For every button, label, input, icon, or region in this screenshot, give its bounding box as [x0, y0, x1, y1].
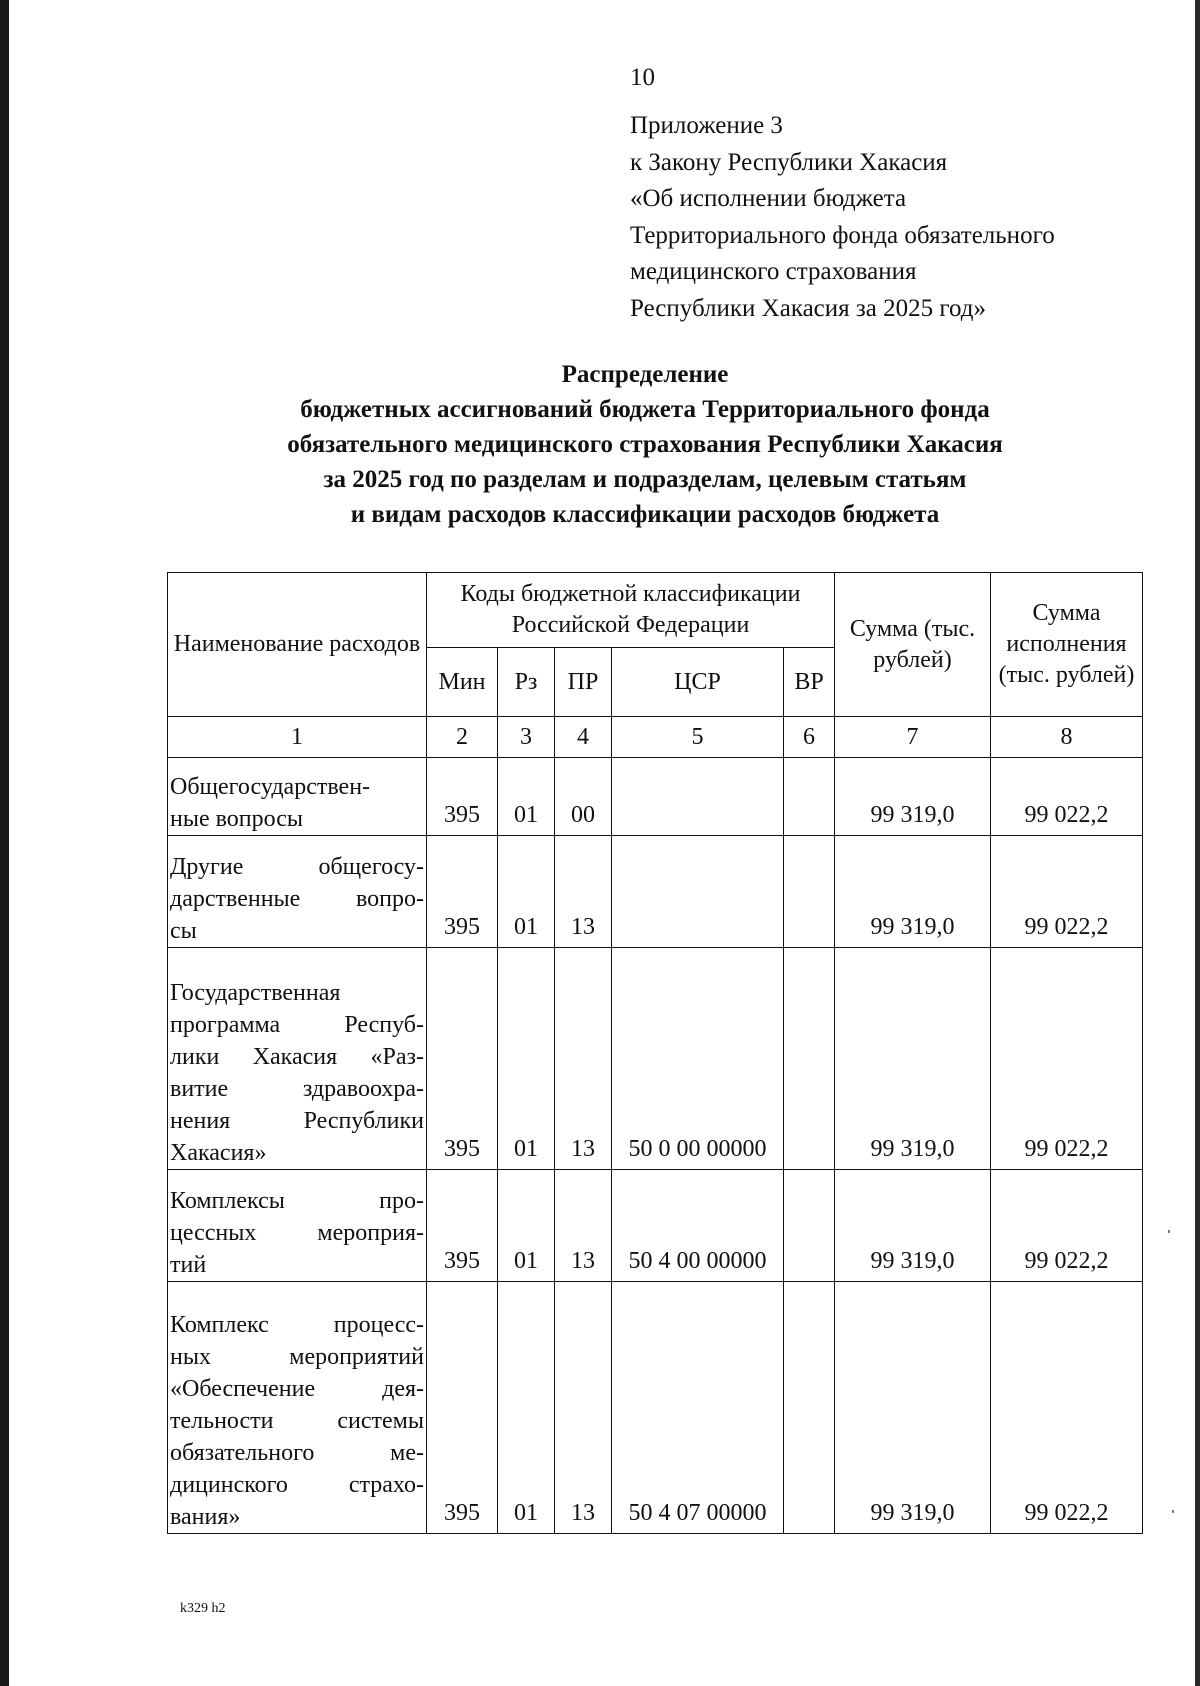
row-name-line: Комплекс процесс-	[170, 1312, 424, 1338]
row-sum-exec: 99 022,2	[991, 1170, 1143, 1282]
table-row	[168, 948, 1143, 1170]
row-name-line: витие здравоохра-	[170, 1076, 424, 1102]
row-name-line: программа Респуб-	[170, 1012, 424, 1038]
table-row	[168, 1170, 1143, 1282]
row-sum: 99 319,0	[835, 1170, 991, 1282]
header-sum: Сумма (тыс. рублей)	[835, 573, 991, 717]
row-sum-exec: 99 022,2	[991, 1282, 1143, 1534]
row-min: 395	[427, 836, 498, 948]
heading-line: и видам расходов классификации расходов бюджета	[350, 501, 940, 528]
header-name-column: Наименование расходов	[168, 573, 427, 717]
row-csr: 50 4 00 00000	[612, 1170, 784, 1282]
row-vr	[784, 1282, 835, 1534]
header-codes-group: Коды бюджетной классификации Российской Федерации	[427, 573, 835, 648]
row-name-line: нения Республики	[170, 1108, 424, 1134]
row-pr: 00	[555, 758, 612, 836]
row-name-line: лики Хакасия «Раз-	[170, 1044, 424, 1070]
heading-line: за 2025 год по разделам и подразделам, целевым статьям	[323, 466, 967, 493]
row-min: 395	[427, 948, 498, 1170]
appendix-line: к Закону Республики Хакасия	[630, 148, 948, 176]
row-name-line: тий	[170, 1252, 207, 1278]
row-rz: 01	[498, 1170, 555, 1282]
row-name	[168, 758, 427, 836]
scan-edge-left	[0, 0, 9, 1686]
column-number: 8	[991, 717, 1143, 758]
table-row	[168, 1282, 1143, 1534]
row-sum: 99 319,0	[835, 758, 991, 836]
row-pr: 13	[555, 948, 612, 1170]
header-sum-exec: Сумма исполнения (тыс. рублей)	[991, 573, 1143, 717]
row-rz: 01	[498, 948, 555, 1170]
row-name-line: «Обеспечение дея-	[170, 1376, 424, 1402]
column-number: 4	[555, 717, 612, 758]
row-sum: 99 319,0	[835, 948, 991, 1170]
row-name	[168, 1170, 427, 1282]
row-csr	[612, 836, 784, 948]
column-number: 3	[498, 717, 555, 758]
row-rz: 01	[498, 836, 555, 948]
row-csr	[612, 758, 784, 836]
appendix-line: медицинского страхования	[630, 258, 917, 285]
row-sum-exec: 99 022,2	[991, 836, 1143, 948]
row-vr	[784, 1170, 835, 1282]
row-name-line: Хакасия»	[170, 1140, 267, 1166]
row-name-line: Комплексы про-	[170, 1188, 424, 1214]
row-sum: 99 319,0	[835, 1282, 991, 1534]
row-sum: 99 319,0	[835, 836, 991, 948]
budget-table	[167, 572, 1143, 1534]
row-pr: 13	[555, 1282, 612, 1534]
row-sum-exec: 99 022,2	[991, 758, 1143, 836]
column-number: 5	[612, 717, 784, 758]
header-rz: Рз	[498, 648, 555, 717]
row-min: 395	[427, 758, 498, 836]
row-csr: 50 0 00 00000	[612, 948, 784, 1170]
row-rz: 01	[498, 1282, 555, 1534]
header-csr: ЦСР	[612, 648, 784, 717]
footer-code: k329 h2	[180, 1601, 226, 1616]
appendix-line: «Об исполнении бюджета	[630, 185, 907, 212]
heading-line: Распределение	[561, 361, 729, 388]
row-name-line: Другие общегосу-	[170, 854, 424, 880]
row-vr	[784, 836, 835, 948]
row-name-line: дарственные вопро-	[170, 886, 424, 912]
row-name-line: обязательного ме-	[170, 1440, 424, 1466]
row-name	[168, 948, 427, 1170]
header-pr: ПР	[555, 648, 612, 717]
table-row	[168, 758, 1143, 836]
row-vr	[784, 948, 835, 1170]
page-number: 10	[630, 64, 655, 91]
row-name-line: сы	[170, 918, 197, 944]
row-pr: 13	[555, 1170, 612, 1282]
appendix-line: Приложение 3	[630, 112, 783, 139]
scan-edge-right	[1195, 0, 1200, 1686]
column-number-row	[168, 717, 1143, 758]
header-vr: ВР	[784, 648, 835, 717]
row-name-line: ных мероприятий	[170, 1344, 424, 1370]
row-name	[168, 1282, 427, 1534]
appendix-reference	[630, 108, 1055, 327]
row-name-line: тельности системы	[170, 1408, 424, 1434]
row-name-line: вания»	[170, 1504, 241, 1530]
column-number: 6	[784, 717, 835, 758]
column-number: 2	[427, 717, 498, 758]
row-name-line: цессных мероприя-	[170, 1220, 424, 1246]
row-min: 395	[427, 1282, 498, 1534]
row-vr	[784, 758, 835, 836]
column-number: 1	[168, 717, 427, 758]
row-name	[168, 836, 427, 948]
row-pr: 13	[555, 836, 612, 948]
row-rz: 01	[498, 758, 555, 836]
document-heading	[150, 357, 1140, 532]
header-min: Мин	[427, 648, 498, 717]
table-row	[168, 836, 1143, 948]
scan-speck	[1168, 1230, 1170, 1233]
row-name-line: дицинского страхо-	[170, 1472, 424, 1498]
row-name-line: Общегосударствен-	[170, 774, 371, 800]
row-sum-exec: 99 022,2	[991, 948, 1143, 1170]
appendix-line: Территориального фонда обязательного	[630, 221, 1055, 249]
heading-line: бюджетных ассигнований бюджета Территориального фонда	[300, 396, 990, 423]
row-min: 395	[427, 1170, 498, 1282]
scan-speck	[1172, 1510, 1174, 1513]
row-name-line: Государственная	[170, 980, 341, 1006]
appendix-line: Республики Хакасия за 2025 год»	[630, 294, 987, 322]
column-number: 7	[835, 717, 991, 758]
heading-line: обязательного медицинского страхования Республики Хакасия	[287, 431, 1003, 458]
row-name-line: ные вопросы	[170, 806, 304, 832]
row-csr: 50 4 07 00000	[612, 1282, 784, 1534]
